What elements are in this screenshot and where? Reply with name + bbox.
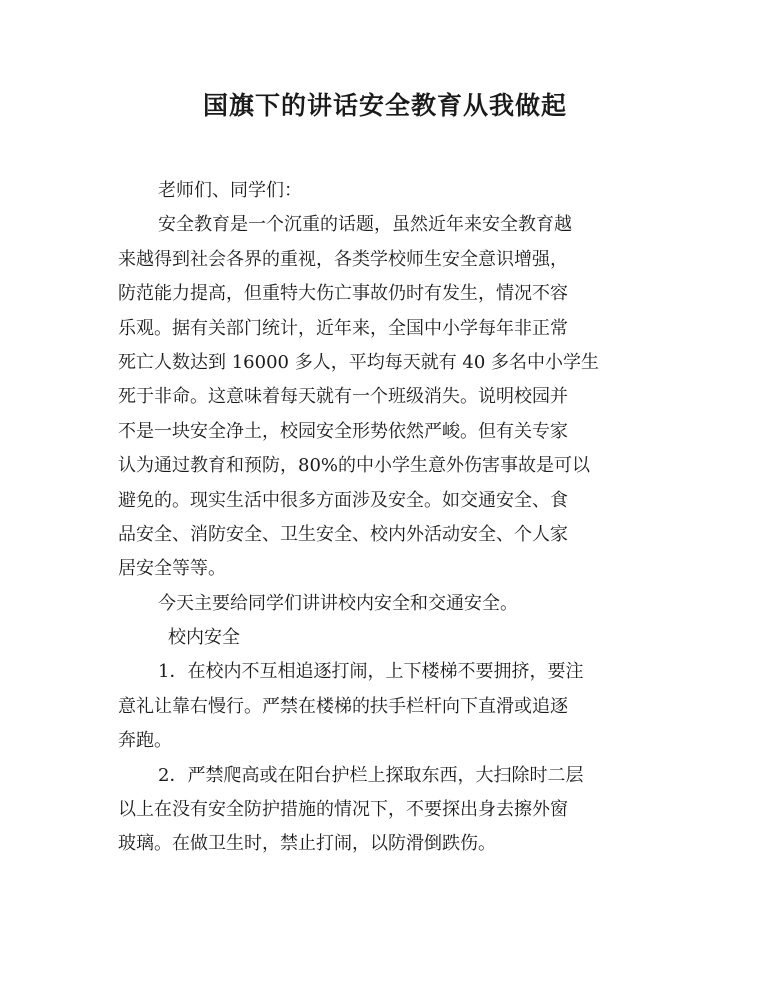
list-item-line: 玻璃。在做卫生时，禁止打闹，以防滑倒跌伤。 xyxy=(118,833,496,855)
list-item-line: 1．在校内不互相追逐打闹，上下楼梯不要拥挤，要注 xyxy=(158,661,584,683)
paragraph-line: 防范能力提高，但重特大伤亡事故仍时有发生，情况不容 xyxy=(118,283,568,305)
paragraph-line: 今天主要给同学们讲讲校内安全和交通安全。 xyxy=(158,592,518,614)
paragraph-line: 死亡人数达到 16000 多人，平均每天就有 40 多名中小学生 xyxy=(118,351,600,373)
paragraph-line: 死于非命。这意味着每天就有一个班级消失。说明校园并 xyxy=(118,386,568,408)
section-heading: 校内安全 xyxy=(168,627,240,649)
paragraph-line: 避免的。现实生活中很多方面涉及安全。如交通安全、食 xyxy=(118,489,568,511)
document-body xyxy=(118,174,658,862)
document-title: 国旗下的讲话安全教育从我做起 xyxy=(202,91,567,120)
salutation: 老师们、同学们： xyxy=(158,180,302,201)
list-item-line: 2．严禁爬高或在阳台护栏上探取东西，大扫除时二层 xyxy=(158,764,584,786)
paragraph-line: 安全教育是一个沉重的话题，虽然近年来安全教育越 xyxy=(158,214,572,236)
paragraph-line: 认为通过教育和预防，80%的中小学生意外伤害事故是可以 xyxy=(118,455,591,477)
paragraph-line: 居安全等等。 xyxy=(118,558,226,580)
paragraph-line: 来越得到社会各界的重视，各类学校师生安全意识增强， xyxy=(118,248,568,270)
paragraph-line: 乐观。据有关部门统计，近年来，全国中小学每年非正常 xyxy=(118,317,568,339)
list-item-line: 奔跑。 xyxy=(118,730,172,752)
paragraph-line: 不是一块安全净土，校园安全形势依然严峻。但有关专家 xyxy=(118,420,568,442)
list-item-line: 以上在没有安全防护措施的情况下，不要探出身去擦外窗 xyxy=(118,799,568,821)
paragraph-line: 品安全、消防安全、卫生安全、校内外活动安全、个人家 xyxy=(118,523,568,545)
list-item-line: 意礼让靠右慢行。严禁在楼梯的扶手栏杆向下直滑或追逐 xyxy=(118,695,568,717)
